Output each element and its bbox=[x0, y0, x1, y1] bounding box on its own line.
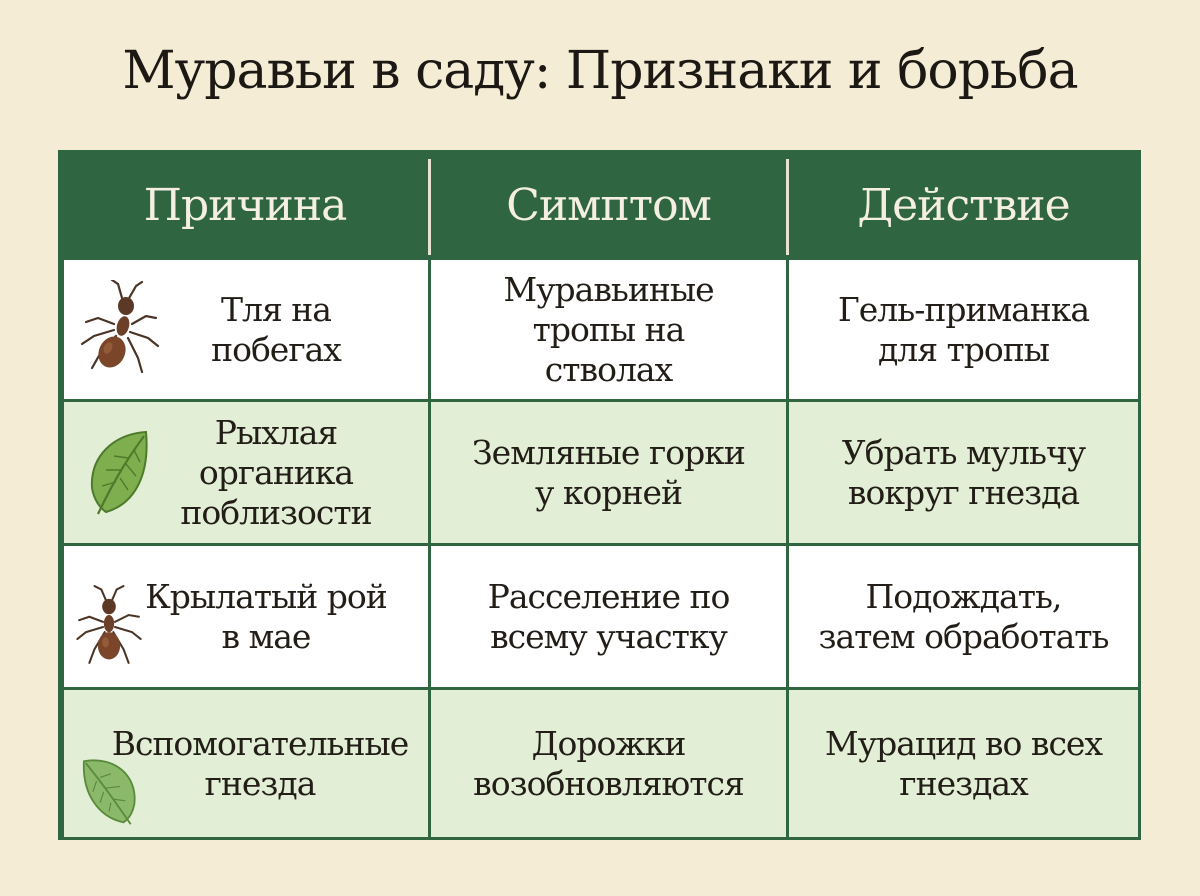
cause-text: Тля на побегах bbox=[211, 289, 341, 369]
leaf-icon bbox=[78, 754, 142, 826]
header-symptom: Симптом bbox=[506, 179, 711, 231]
page-title: Муравьи в саду: Признаки и борьба bbox=[122, 41, 1078, 101]
ants-table bbox=[58, 150, 1141, 840]
row-1-action: Гель-приманка для тропы bbox=[789, 260, 1138, 399]
row-3-cause bbox=[64, 546, 428, 687]
row-4-symptom: Дорожки возобновляются bbox=[431, 690, 786, 837]
cause-text: Рыхлая органика поблизости bbox=[180, 412, 372, 532]
row-1-symptom: Муравьиные тропы на стволах bbox=[431, 260, 786, 399]
leaf-icon bbox=[84, 428, 154, 518]
cause-text: Вспомогательные гнезда bbox=[111, 723, 409, 803]
row-2-symptom: Земляные горки у корней bbox=[431, 402, 786, 543]
row-1-cause bbox=[64, 260, 428, 399]
row-4-cause bbox=[64, 690, 428, 837]
row-4-action: Мурацид во всех гнездах bbox=[789, 690, 1138, 837]
row-3-symptom: Расселение по всему участку bbox=[431, 546, 786, 687]
row-3-action: Подождать, затем обработать bbox=[789, 546, 1138, 687]
ant-icon bbox=[74, 582, 144, 672]
row-2-action: Убрать мульчу вокруг гнезда bbox=[789, 402, 1138, 543]
ant-icon bbox=[78, 280, 160, 376]
cause-text: Крылатый рой в мае bbox=[145, 576, 387, 656]
row-2-cause bbox=[64, 402, 428, 543]
header-cause: Причина bbox=[143, 179, 347, 231]
header-action: Действие bbox=[857, 179, 1070, 231]
